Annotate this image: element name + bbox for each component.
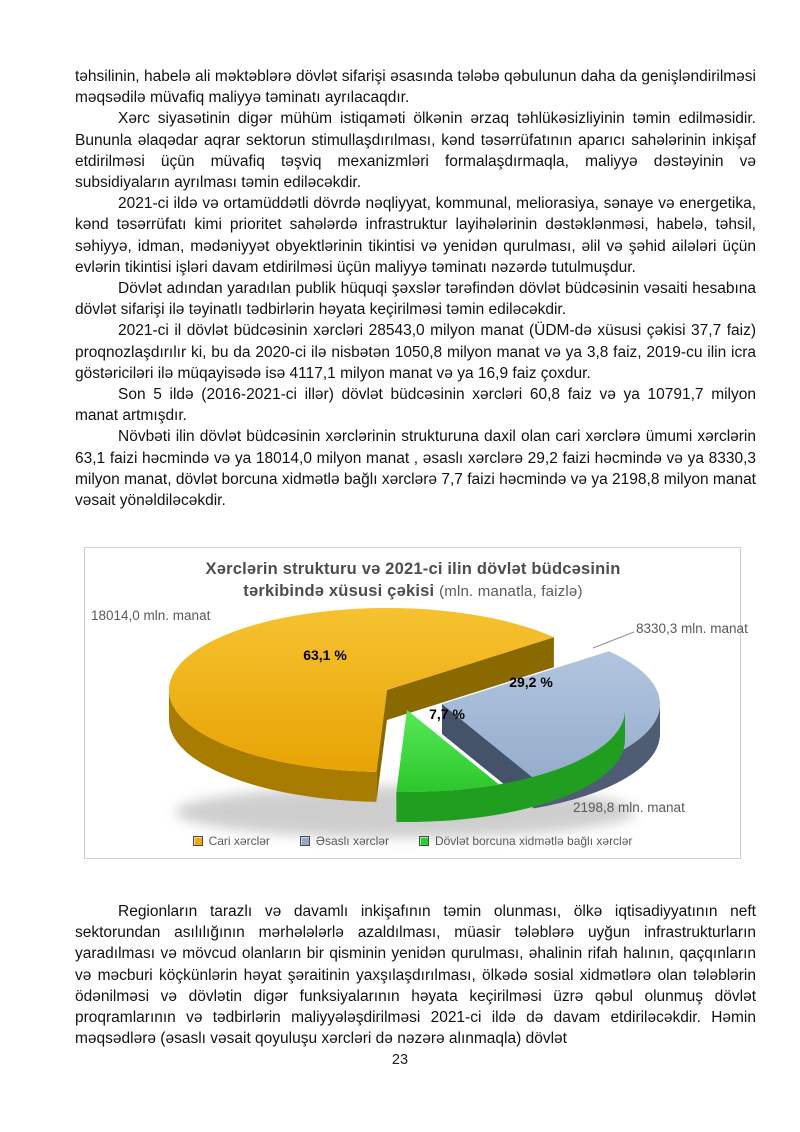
slice-amount-label-borc: 2198,8 mln. manat <box>573 800 685 815</box>
legend-swatch-icon <box>193 836 203 846</box>
paragraph: Dövlət adından yaradılan publik hüquqi şəxslər tərəfindən dövlət büdcəsinin vəsaiti hesabına dövlət sifarişi ilə təyinatlı tədbirlərin həyata keçirilməsi təmin ediləcəkdir. <box>75 280 756 319</box>
bottom-text-block <box>75 901 756 1049</box>
top-text-block <box>75 66 756 511</box>
legend-item-cari <box>193 834 270 848</box>
paragraph: 2021-ci il dövlət büdcəsinin xərcləri 28543,0 milyon manat (ÜDM-də xüsusi çəkisi 37,7 faiz) proqnozlaşdırılır ki, bu da 2020-ci ilə nisbətən 1050,8 milyon manat və ya 3,8 faiz, 2019-cu ilin icra göstəriciləri ilə müqayisədə isə 4117,1 milyon manat və ya 16,9 faiz çoxdur. <box>75 322 756 382</box>
expenses-structure-pie-chart <box>84 547 748 859</box>
paragraph: təhsilinin, habelə ali məktəblərə dövlət sifarişi əsasında tələbə qəbulunun daha da genişləndirilməsi məqsədilə müvafiq maliyyə təminatı ayrılacaqdır. <box>75 68 756 107</box>
legend-item-borc <box>419 834 632 848</box>
page-number: 23 <box>391 1052 409 1068</box>
legend-item-esasli <box>300 834 389 848</box>
legend-swatch-icon <box>300 836 310 846</box>
paragraph: 2021-ci ildə və ortamüddətli dövrdə nəqliyyat, kommunal, meliorasiya, sənaye və energetika, kənd təsərrüfatı kimi prioritet sahələrdə infrastruktur layihələrinin dəstəklənməsi, habelə, təhsil, səhiyyə, idman, mədəniyyət obyektlərinin tikintisi və yenidən qurulması, əlil və şəhid ailələri üçün evlərin tikintisi işləri davam etdirilməsi üçün maliyyə təminatı nəzərdə tutulmuşdur. <box>75 195 756 276</box>
paragraph: Xərc siyasətinin digər mühüm istiqaməti ölkənin ərzaq təhlükəsizliyinin təmin edilməsidir. Bununla əlaqədar aqrar sektorun stimullaşdırılması, kənd təsərrüfatının aparıcı sahələrinin inkişaf etdirilməsi üçün müvafiq təşviq mexanizmləri formalaşdırmaqla, maliyyə dəstəyinin və subsidiyaların ayrılması təmin ediləcəkdir. <box>75 110 756 192</box>
legend-label: Əsaslı xərclər <box>315 834 389 848</box>
slice-percent-label: 7,7 % <box>429 706 465 722</box>
chart-legend <box>85 834 740 848</box>
slice-amount-label-cari: 18014,0 mln. manat <box>91 608 211 623</box>
slice-percent-label: 29,2 % <box>509 674 553 690</box>
legend-label: Cari xərclər <box>208 834 270 848</box>
chart-title: Xərclərin strukturu və 2021-ci ilin dövlət büdcəsinin tərkibində xüsusi çəkisi (mln. manatla, faizlə) <box>205 560 621 600</box>
slice-amount-label-esasli: 8330,3 mln. manat <box>636 621 748 636</box>
legend-swatch-icon <box>419 836 429 846</box>
paragraph: Növbəti ilin dövlət büdcəsinin xərclərinin strukturuna daxil olan cari xərclərə ümumi xərclərin 63,1 faizi həcmində və ya 18014,0 milyon manat , əsaslı xərclərə 29,2 faizi həcmində və ya 8330,3 milyon manat, dövlət borcuna xidmətlə bağlı xərclərə 7,7 faizi həcmində və ya 2198,8 milyon manat vəsait yönəldiləcəkdir. <box>75 428 756 510</box>
chart-title-text: Xərclərin strukturu və 2021-ci ilin dövlət büdcəsinin tərkibində xüsusi çəkisi <box>205 560 621 600</box>
slice-percent-label: 63,1 % <box>303 647 347 663</box>
legend-label: Dövlət borcuna xidmətlə bağlı xərclər <box>434 834 633 848</box>
paragraph: Regionların tarazlı və davamlı inkişafının təmin olunması, ölkə iqtisadiyyatının neft sektorundan asılılığının mərhələlərlə azaldılması, müasir tələblərə uyğun infrastrukturların yaradılması və mövcud olanların bir qisminin yenidən qurulması, əhalinin rifah halının, qaçqınların və məcburi köçkünlərin həyat şəraitinin yaxşılaşdırılması, ölkədə sosial xidmətlərə olan tələblərin ödənilməsi və dövlətin digər funksiyalarının həyata keçirilməsi üzrə qəbul olunmuş dövlət proqramlarının və tədbirlərin maliyyələşdirilməsi 2021-ci ildə də davam etdiriləcəkdir. Həmin məqsədlərə (əsaslı vəsait qoyuluşu xərcləri də nəzərə alınmaqla) dövlət <box>75 903 756 1048</box>
paragraph: Son 5 ildə (2016-2021-ci illər) dövlət büdcəsinin xərcləri 60,8 faiz və ya 10791,7 milyon manat artmışdır. <box>75 386 756 425</box>
